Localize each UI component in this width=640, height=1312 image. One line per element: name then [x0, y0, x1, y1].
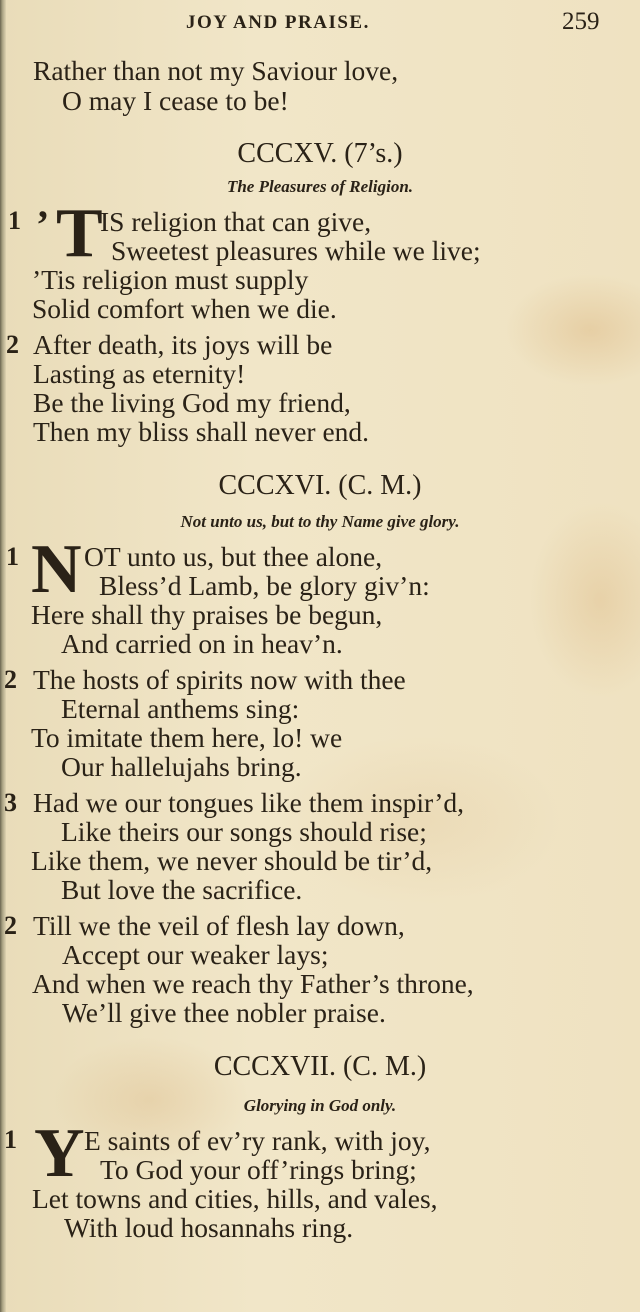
- hymn-number: CCCXV. (7’s.): [237, 138, 403, 169]
- verse-line: But love the sacrifice.: [61, 874, 303, 905]
- drop-cap: T: [56, 195, 103, 272]
- verse-line: We’ll give thee nobler praise.: [62, 997, 386, 1028]
- verse-number: 2: [4, 911, 17, 940]
- verse-line: The hosts of spirits now with thee: [33, 664, 406, 695]
- hymn-subtitle: Not unto us, but to thy Name give glory.: [180, 512, 460, 531]
- running-title: JOY AND PRAISE.: [186, 12, 370, 33]
- verse-line: Accept our weaker lays;: [62, 939, 329, 970]
- verse-number: 1: [8, 206, 21, 235]
- verse-line: Till we the veil of flesh lay down,: [33, 910, 405, 941]
- verse-line: After death, its joys will be: [33, 329, 333, 360]
- verse-number: 3: [4, 788, 17, 817]
- verse-line: OT unto us, but thee alone,: [84, 541, 383, 572]
- verse-line: ’Tis religion must supply: [32, 264, 309, 295]
- verse-line: Then my bliss shall never end.: [33, 416, 370, 447]
- hymn-number: CCCXVI. (C. M.): [218, 470, 422, 501]
- verse-line: Lasting as eternity!: [33, 358, 246, 389]
- verse-line: Let towns and cities, hills, and vales,: [32, 1183, 438, 1214]
- verse-number: 2: [6, 330, 19, 359]
- verse-line: Here shall thy praises be begun,: [31, 599, 383, 630]
- running-head: [0, 6, 640, 36]
- verse-line: Be the living God my friend,: [33, 387, 351, 418]
- verse-line: Our hallelujahs bring.: [61, 751, 302, 782]
- verse-line: Had we our tongues like them inspir’d,: [33, 787, 465, 818]
- verse-line: Eternal anthems sing:: [61, 693, 300, 724]
- verse-line: Solid comfort when we die.: [32, 293, 337, 324]
- hymn-subtitle: The Pleasures of Religion.: [226, 177, 414, 196]
- verse-line: And carried on in heav’n.: [61, 628, 343, 659]
- verse-line: To God your off’rings bring;: [100, 1154, 417, 1185]
- verse-number: 2: [4, 665, 17, 694]
- page-number: 259: [562, 8, 600, 35]
- verse-number: 1: [4, 1125, 17, 1154]
- verse-line: Sweetest pleasures while we live;: [111, 235, 481, 266]
- hymn-number: CCCXVII. (C. M.): [213, 1051, 427, 1082]
- verse-line: And when we reach thy Father’s throne,: [32, 968, 474, 999]
- drop-cap-apostrophe: ’: [36, 202, 50, 247]
- verse-line: Bless’d Lamb, be glory giv’n:: [99, 570, 430, 601]
- hymn-subtitle: Glorying in God only.: [243, 1096, 397, 1115]
- verse-line: O may I cease to be!: [62, 85, 289, 116]
- verse-line: To imitate them here, lo! we: [31, 722, 343, 753]
- verse-number: 1: [6, 542, 19, 571]
- drop-cap: N: [31, 531, 82, 608]
- verse-line: E saints of ev’ry rank, with joy,: [84, 1125, 431, 1156]
- drop-cap: Y: [34, 1115, 85, 1192]
- verse-line: Like theirs our songs should rise;: [61, 816, 427, 847]
- verse-line: With loud hosannahs ring.: [64, 1212, 354, 1243]
- verse-line: IS religion that can give,: [100, 206, 372, 237]
- verse-line: Like them, we never should be tir’d,: [31, 845, 433, 876]
- verse-line: Rather than not my Saviour love,: [33, 55, 399, 86]
